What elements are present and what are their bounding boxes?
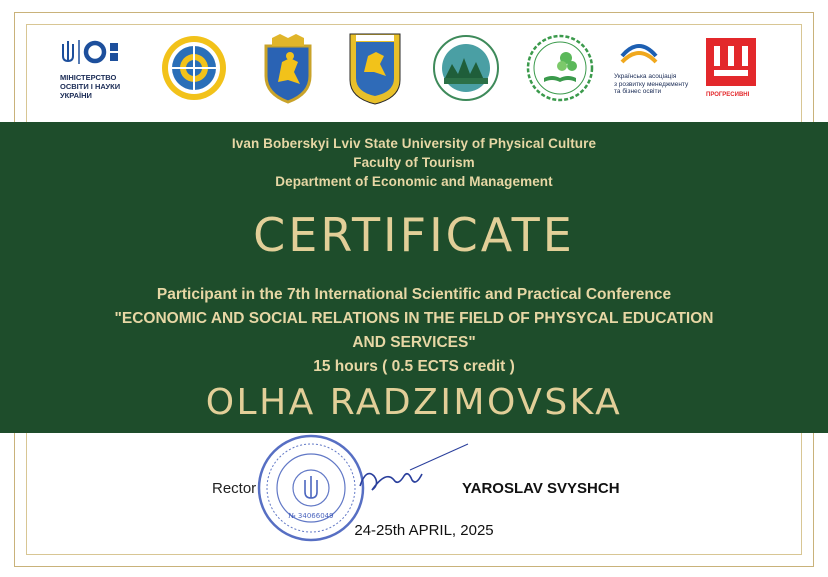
forest-association-logo <box>432 34 500 102</box>
ukr-association-line1: Українська асоціація <box>614 73 677 80</box>
ukr-association-line2: з розвитку менеджменту <box>614 80 689 88</box>
university-shield-logo <box>346 30 404 106</box>
conference-title-line2: AND SERVICES" <box>352 334 476 351</box>
rector-label: Rector <box>212 480 257 497</box>
participant-line: Participant in the 7th International Scientific and Practical Conference <box>156 286 672 303</box>
progressive-logo <box>706 38 762 102</box>
ministry-line1: МІНІСТЕРСТВО <box>60 73 117 82</box>
ukr-association-logo <box>614 36 694 106</box>
rector-name: YAROSLAV SVYSHCH <box>462 480 620 497</box>
trident-icon <box>60 38 150 66</box>
faculty-name: Faculty of Tourism <box>353 155 475 170</box>
certificate-title: CERTIFICATE <box>253 208 575 262</box>
department-name: Department of Economic and Management <box>275 174 553 189</box>
ukr-association-line3: та бізнес освіти <box>614 88 662 95</box>
green-tree-book-logo <box>526 34 594 102</box>
logos-row <box>0 30 828 110</box>
hours-line: 15 hours ( 0.5 ECTS credit ) <box>313 358 515 375</box>
conference-date: 24-25th APRIL, 2025 <box>354 522 494 539</box>
progressive-text: ПРОГРЕСИВНІ <box>706 92 750 98</box>
rector-signature <box>350 440 480 500</box>
ministry-line2: ОСВІТИ І НАУКИ <box>60 82 121 91</box>
ministry-line3: УКРАЇНИ <box>60 91 92 100</box>
university-name: Ivan Boberskyi Lviv State University of Physical Culture <box>231 136 597 151</box>
stamp-code: № 34066049 <box>288 512 334 520</box>
recipient-name: OLHA RADZIMOVSKA <box>205 382 623 423</box>
ministry-logo <box>60 38 150 98</box>
lviv-coat-of-arms-logo <box>258 32 318 104</box>
youth-emblem-logo <box>160 34 228 102</box>
conference-title-line1: "ECONOMIC AND SOCIAL RELATIONS IN THE FIELD OF PHYSYCAL EDUCATION <box>114 310 714 327</box>
